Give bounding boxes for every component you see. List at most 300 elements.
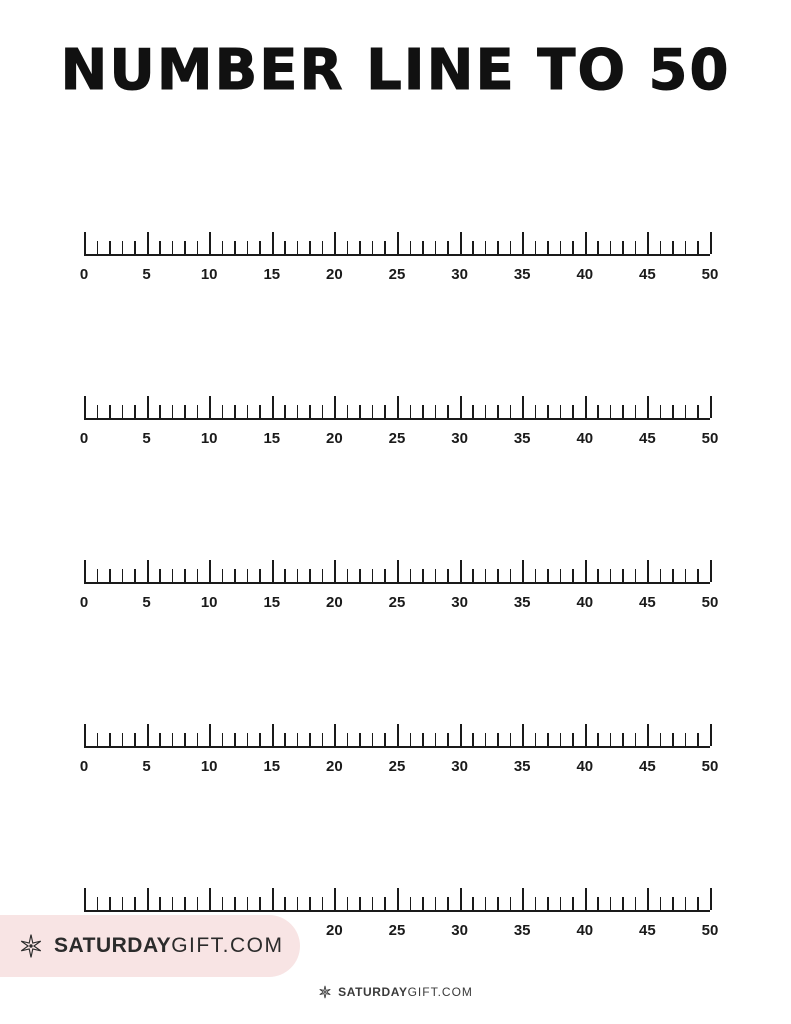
tick-minor <box>510 897 512 910</box>
tick-major <box>209 888 211 910</box>
tick-minor <box>572 569 574 582</box>
tick-major <box>147 232 149 254</box>
tick-minor <box>635 241 637 254</box>
tick-minor <box>384 241 386 254</box>
tick-label: 25 <box>388 758 406 775</box>
tick-minor <box>510 733 512 746</box>
tick-major <box>334 888 336 910</box>
tick-major <box>397 724 399 746</box>
tick-minor <box>485 405 487 418</box>
tick-minor <box>172 569 174 582</box>
tick-minor <box>422 569 424 582</box>
tick-minor <box>197 241 199 254</box>
tick-label: 25 <box>388 922 406 939</box>
tick-minor <box>172 405 174 418</box>
tick-major <box>522 396 524 418</box>
tick-minor <box>660 897 662 910</box>
tick-minor <box>122 405 124 418</box>
tick-minor <box>109 897 111 910</box>
tick-label: 35 <box>513 758 531 775</box>
tick-minor <box>159 405 161 418</box>
tick-minor <box>622 897 624 910</box>
tick-minor <box>234 897 236 910</box>
tick-minor <box>247 569 249 582</box>
tick-minor <box>184 733 186 746</box>
tick-label: 0 <box>79 758 89 775</box>
tick-minor <box>122 569 124 582</box>
tick-label: 15 <box>263 758 281 775</box>
tick-minor <box>560 405 562 418</box>
tick-label: 20 <box>326 758 343 775</box>
tick-minor <box>660 241 662 254</box>
tick-label: 10 <box>200 594 218 611</box>
tick-minor <box>184 241 186 254</box>
tick-minor <box>597 405 599 418</box>
tick-minor <box>685 897 687 910</box>
tick-minor <box>410 241 412 254</box>
tick-minor <box>410 897 412 910</box>
tick-major <box>522 232 524 254</box>
tick-minor <box>635 897 637 910</box>
brand-name <box>54 934 284 958</box>
tick-major <box>209 560 211 582</box>
number-line-inner <box>79 222 719 302</box>
tick-major <box>272 396 274 418</box>
tick-minor <box>610 405 612 418</box>
tick-minor <box>222 733 224 746</box>
tick-minor <box>259 569 261 582</box>
tick-major <box>585 724 587 746</box>
tick-major <box>272 888 274 910</box>
tick-minor <box>172 241 174 254</box>
number-line-inner <box>79 550 719 630</box>
tick-minor <box>472 897 474 910</box>
tick-minor <box>572 897 574 910</box>
tick-label: 20 <box>326 430 343 447</box>
tick-label: 45 <box>639 266 656 283</box>
tick-minor <box>347 569 349 582</box>
tick-minor <box>322 569 324 582</box>
tick-label: 5 <box>142 758 151 775</box>
tick-minor <box>572 733 574 746</box>
tick-minor <box>109 733 111 746</box>
number-line <box>0 200 791 364</box>
tick-minor <box>510 241 512 254</box>
tick-label: 45 <box>639 758 656 775</box>
tick-minor <box>134 241 136 254</box>
number-line-axis <box>84 254 710 256</box>
tick-major <box>460 232 462 254</box>
tick-label: 40 <box>576 758 594 775</box>
number-line <box>0 364 791 528</box>
tick-minor <box>97 405 99 418</box>
tick-major <box>84 560 86 582</box>
tick-minor <box>660 405 662 418</box>
tick-major <box>522 888 524 910</box>
tick-minor <box>697 569 699 582</box>
tick-minor <box>422 897 424 910</box>
tick-major <box>84 396 86 418</box>
tick-minor <box>410 733 412 746</box>
tick-minor <box>322 241 324 254</box>
tick-label: 20 <box>326 922 343 939</box>
tick-minor <box>134 569 136 582</box>
tick-minor <box>347 733 349 746</box>
tick-minor <box>322 733 324 746</box>
tick-minor <box>472 241 474 254</box>
tick-minor <box>597 241 599 254</box>
tick-minor <box>697 241 699 254</box>
tick-minor <box>435 897 437 910</box>
tick-label: 45 <box>639 430 656 447</box>
tick-label: 30 <box>451 758 468 775</box>
tick-minor <box>309 569 311 582</box>
tick-minor <box>535 241 537 254</box>
tick-minor <box>384 569 386 582</box>
tick-minor <box>547 897 549 910</box>
tick-minor <box>685 569 687 582</box>
tick-label: 40 <box>576 266 594 283</box>
tick-minor <box>197 733 199 746</box>
tick-label: 35 <box>513 922 531 939</box>
tick-minor <box>547 733 549 746</box>
tick-minor <box>297 897 299 910</box>
number-line <box>0 528 791 692</box>
tick-major <box>272 232 274 254</box>
tick-major <box>710 724 712 746</box>
tick-major <box>209 232 211 254</box>
tick-major <box>397 396 399 418</box>
tick-minor <box>322 405 324 418</box>
tick-minor <box>422 405 424 418</box>
tick-minor <box>497 569 499 582</box>
tick-minor <box>222 897 224 910</box>
tick-major <box>460 560 462 582</box>
tick-label: 0 <box>79 266 89 283</box>
tick-major <box>84 724 86 746</box>
tick-minor <box>384 897 386 910</box>
number-line <box>0 692 791 856</box>
tick-minor <box>635 405 637 418</box>
tick-minor <box>447 241 449 254</box>
footer-brand-bold: SATURDAY <box>338 985 408 999</box>
tick-minor <box>435 241 437 254</box>
tick-label: 25 <box>388 430 406 447</box>
tick-label: 10 <box>200 758 218 775</box>
tick-minor <box>697 733 699 746</box>
tick-label: 25 <box>388 594 406 611</box>
tick-major <box>647 232 649 254</box>
tick-minor <box>247 405 249 418</box>
tick-minor <box>572 241 574 254</box>
tick-minor <box>359 241 361 254</box>
tick-minor <box>547 569 549 582</box>
tick-minor <box>109 405 111 418</box>
tick-major <box>710 396 712 418</box>
tick-minor <box>472 405 474 418</box>
tick-major <box>334 560 336 582</box>
tick-major <box>647 560 649 582</box>
tick-minor <box>259 733 261 746</box>
sparkle-icon <box>18 933 44 959</box>
tick-major <box>585 560 587 582</box>
tick-minor <box>159 733 161 746</box>
tick-major <box>397 560 399 582</box>
tick-major <box>334 232 336 254</box>
brand-name-light: GIFT.COM <box>171 934 284 957</box>
tick-major <box>460 396 462 418</box>
tick-minor <box>197 897 199 910</box>
tick-minor <box>359 405 361 418</box>
footer-brand-name <box>338 985 473 999</box>
tick-minor <box>697 405 699 418</box>
tick-label: 35 <box>513 430 531 447</box>
tick-major <box>147 724 149 746</box>
tick-label: 0 <box>79 594 89 611</box>
tick-major <box>334 724 336 746</box>
tick-minor <box>284 897 286 910</box>
tick-minor <box>247 241 249 254</box>
tick-minor <box>622 733 624 746</box>
tick-minor <box>234 733 236 746</box>
tick-minor <box>447 405 449 418</box>
tick-minor <box>234 405 236 418</box>
tick-minor <box>422 733 424 746</box>
tick-minor <box>134 405 136 418</box>
tick-major <box>209 724 211 746</box>
tick-minor <box>284 569 286 582</box>
tick-minor <box>610 733 612 746</box>
tick-label: 10 <box>200 266 218 283</box>
tick-minor <box>435 405 437 418</box>
tick-minor <box>560 733 562 746</box>
tick-minor <box>547 241 549 254</box>
tick-minor <box>435 733 437 746</box>
tick-minor <box>222 405 224 418</box>
tick-minor <box>109 241 111 254</box>
tick-minor <box>247 897 249 910</box>
tick-minor <box>247 733 249 746</box>
tick-minor <box>122 897 124 910</box>
number-line-axis <box>84 910 710 912</box>
tick-minor <box>672 569 674 582</box>
tick-minor <box>134 733 136 746</box>
tick-minor <box>697 897 699 910</box>
number-line-inner <box>79 386 719 466</box>
tick-label: 30 <box>451 594 468 611</box>
tick-minor <box>309 733 311 746</box>
tick-minor <box>535 569 537 582</box>
tick-minor <box>497 897 499 910</box>
tick-minor <box>159 897 161 910</box>
tick-minor <box>184 405 186 418</box>
tick-minor <box>259 405 261 418</box>
number-line-axis <box>84 582 710 584</box>
tick-minor <box>685 405 687 418</box>
tick-major <box>460 888 462 910</box>
tick-major <box>585 396 587 418</box>
tick-minor <box>672 241 674 254</box>
tick-minor <box>97 569 99 582</box>
tick-minor <box>297 241 299 254</box>
tick-minor <box>447 897 449 910</box>
tick-label: 40 <box>576 594 594 611</box>
tick-major <box>460 724 462 746</box>
tick-minor <box>184 569 186 582</box>
tick-minor <box>622 569 624 582</box>
tick-label: 35 <box>513 266 531 283</box>
tick-minor <box>685 733 687 746</box>
page-title: NUMBER LINE TO 50 <box>60 38 731 103</box>
tick-major <box>209 396 211 418</box>
tick-label: 5 <box>142 430 151 447</box>
tick-minor <box>172 897 174 910</box>
tick-label: 20 <box>326 266 343 283</box>
tick-minor <box>560 897 562 910</box>
tick-label: 15 <box>263 594 281 611</box>
tick-minor <box>297 733 299 746</box>
tick-major <box>710 888 712 910</box>
tick-major <box>334 396 336 418</box>
tick-label: 30 <box>451 922 468 939</box>
tick-minor <box>622 241 624 254</box>
tick-label: 25 <box>388 266 406 283</box>
tick-label: 20 <box>326 594 343 611</box>
tick-major <box>147 888 149 910</box>
tick-minor <box>184 897 186 910</box>
tick-minor <box>622 405 624 418</box>
tick-minor <box>485 241 487 254</box>
tick-minor <box>672 897 674 910</box>
tick-major <box>397 888 399 910</box>
tick-minor <box>372 733 374 746</box>
tick-minor <box>672 405 674 418</box>
tick-minor <box>560 569 562 582</box>
tick-major <box>647 888 649 910</box>
sparkle-icon-small <box>318 985 332 999</box>
tick-minor <box>572 405 574 418</box>
tick-minor <box>485 733 487 746</box>
tick-minor <box>197 569 199 582</box>
number-line-axis <box>84 746 710 748</box>
tick-minor <box>97 897 99 910</box>
tick-minor <box>410 405 412 418</box>
tick-major <box>522 724 524 746</box>
tick-label: 45 <box>639 922 656 939</box>
tick-minor <box>347 241 349 254</box>
tick-minor <box>234 241 236 254</box>
tick-major <box>397 232 399 254</box>
tick-minor <box>372 569 374 582</box>
tick-label: 35 <box>513 594 531 611</box>
tick-minor <box>284 405 286 418</box>
tick-minor <box>384 733 386 746</box>
tick-minor <box>660 569 662 582</box>
tick-minor <box>297 405 299 418</box>
tick-minor <box>384 405 386 418</box>
tick-minor <box>309 405 311 418</box>
footer-watermark <box>0 985 791 999</box>
tick-minor <box>597 569 599 582</box>
brand-badge <box>0 915 300 977</box>
tick-minor <box>635 569 637 582</box>
tick-major <box>585 888 587 910</box>
tick-minor <box>297 569 299 582</box>
tick-minor <box>159 569 161 582</box>
tick-minor <box>635 733 637 746</box>
tick-minor <box>309 897 311 910</box>
tick-minor <box>309 241 311 254</box>
tick-minor <box>422 241 424 254</box>
tick-label: 5 <box>142 266 151 283</box>
brand-name-bold: SATURDAY <box>54 934 172 957</box>
tick-minor <box>535 897 537 910</box>
number-line-axis <box>84 418 710 420</box>
tick-minor <box>535 405 537 418</box>
tick-minor <box>472 733 474 746</box>
tick-minor <box>347 405 349 418</box>
tick-label: 50 <box>701 758 719 775</box>
tick-label: 15 <box>263 430 281 447</box>
tick-major <box>272 724 274 746</box>
tick-label: 5 <box>142 594 151 611</box>
footer-brand-light: GIFT.COM <box>407 985 473 999</box>
tick-minor <box>660 733 662 746</box>
tick-label: 50 <box>701 430 719 447</box>
tick-minor <box>510 569 512 582</box>
tick-major <box>585 232 587 254</box>
tick-major <box>647 396 649 418</box>
tick-minor <box>610 897 612 910</box>
tick-minor <box>447 733 449 746</box>
tick-label: 30 <box>451 266 468 283</box>
number-lines-container <box>0 200 791 1020</box>
tick-major <box>710 232 712 254</box>
tick-minor <box>685 241 687 254</box>
tick-minor <box>97 241 99 254</box>
tick-minor <box>322 897 324 910</box>
tick-minor <box>284 241 286 254</box>
tick-minor <box>372 897 374 910</box>
tick-major <box>647 724 649 746</box>
tick-minor <box>435 569 437 582</box>
tick-label: 50 <box>701 266 719 283</box>
tick-minor <box>597 733 599 746</box>
tick-major <box>84 888 86 910</box>
tick-minor <box>347 897 349 910</box>
tick-label: 0 <box>79 430 89 447</box>
tick-minor <box>122 733 124 746</box>
number-line-inner <box>79 714 719 794</box>
tick-minor <box>259 241 261 254</box>
tick-minor <box>372 241 374 254</box>
tick-major <box>710 560 712 582</box>
tick-minor <box>359 569 361 582</box>
tick-major <box>272 560 274 582</box>
tick-label: 50 <box>701 922 719 939</box>
tick-minor <box>284 733 286 746</box>
tick-minor <box>535 733 537 746</box>
tick-minor <box>610 241 612 254</box>
tick-label: 40 <box>576 430 594 447</box>
tick-minor <box>597 897 599 910</box>
tick-minor <box>109 569 111 582</box>
tick-minor <box>134 897 136 910</box>
tick-minor <box>497 733 499 746</box>
tick-minor <box>447 569 449 582</box>
tick-label: 15 <box>263 266 281 283</box>
tick-label: 30 <box>451 430 468 447</box>
